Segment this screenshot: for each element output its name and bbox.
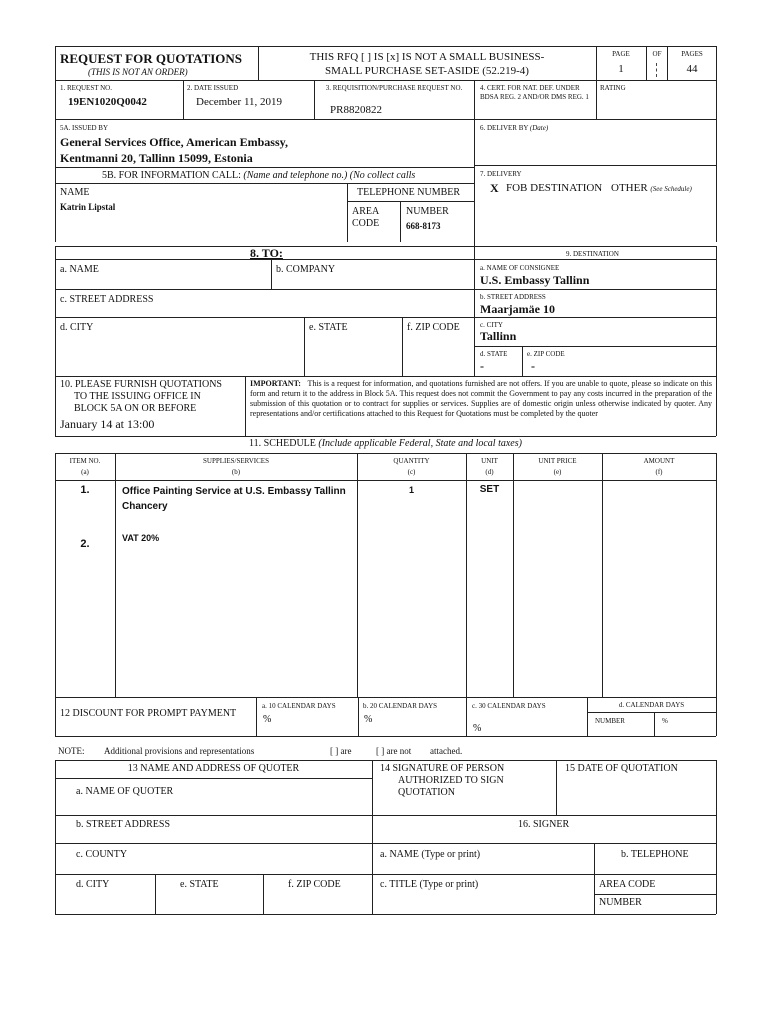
signer-title-label: c. TITLE (Type or print) <box>380 879 479 890</box>
rule <box>466 697 467 736</box>
rule <box>258 46 259 80</box>
row1-qty: 1 <box>408 485 414 495</box>
row1-item: 1. <box>80 484 90 496</box>
rule <box>55 697 716 698</box>
rule <box>716 697 717 736</box>
col-amount-sub: (f) <box>655 468 663 476</box>
discount-c-label: c. 30 CALENDAR DAYS <box>472 702 546 710</box>
rule <box>594 894 716 895</box>
requisition-label: 3. REQUISITION/PURCHASE REQUEST NO. <box>325 84 463 92</box>
rule <box>55 46 56 242</box>
rule <box>55 760 716 761</box>
deliver-by-label-text: 6. DELIVER BY <box>480 124 529 132</box>
area-label-line2: CODE <box>352 218 380 229</box>
furnish-line1: 10. PLEASE FURNISH QUOTATIONS <box>60 379 222 390</box>
col-header-quantity <box>357 456 466 478</box>
date-issued-value: December 11, 2019 <box>196 96 283 108</box>
schedule-title <box>55 438 716 449</box>
rule <box>115 453 116 697</box>
signer-area-code-label: AREA CODE <box>599 879 656 890</box>
dest-street-label: b. STREET ADDRESS <box>480 293 546 301</box>
signature-line2: AUTHORIZED TO SIGN <box>398 775 504 786</box>
furnish-instructions <box>60 379 222 415</box>
dest-street-value: Maarjamäe 10 <box>480 302 555 316</box>
rule <box>55 80 716 81</box>
pages-value: 44 <box>686 63 698 75</box>
consignee-value: U.S. Embassy Tallinn <box>480 273 590 287</box>
issued-by-label: 5A. ISSUED BY <box>60 124 109 132</box>
number-label: NUMBER <box>406 206 449 217</box>
col-supplies-label: SUPPLIES/SERVICES <box>203 457 269 465</box>
delivery-label: 7. DELIVERY <box>480 170 522 178</box>
date-issued-label: 2. DATE ISSUED <box>187 84 239 92</box>
col-quantity-sub: (c) <box>407 468 416 476</box>
schedule-title-text: 11. SCHEDULE <box>249 438 316 449</box>
col-amount-label: AMOUNT <box>643 457 675 465</box>
signature-line1: 14 SIGNATURE OF PERSON <box>380 763 505 774</box>
row1-desc <box>122 484 354 514</box>
rule <box>716 453 717 697</box>
signer-label: 16. SIGNER <box>518 819 570 830</box>
quoter-title: 13 NAME AND ADDRESS OF QUOTER <box>127 763 300 774</box>
discount-a-percent: % <box>263 714 272 725</box>
rule <box>55 815 716 816</box>
info-call-label-suffix: (Name and telephone no.) (No collect calls <box>243 170 416 181</box>
of-dash-mark <box>656 63 657 77</box>
consignee-label: a. NAME OF CONSIGNEE <box>480 264 560 272</box>
rule <box>55 167 474 168</box>
telephone-label: TELEPHONE NUMBER <box>357 187 461 198</box>
note-text: Additional provisions and representations <box>104 746 255 756</box>
name-label: NAME <box>60 187 90 198</box>
rule <box>271 259 272 289</box>
delivery-fob-destination: FOB DESTINATION <box>506 182 603 194</box>
rule <box>654 712 655 736</box>
col-header-item <box>55 456 115 478</box>
rule <box>55 697 56 736</box>
rule <box>314 80 315 119</box>
rule <box>716 760 717 914</box>
rule <box>183 80 184 119</box>
to-state-label: e. STATE <box>309 322 348 333</box>
row2-desc: VAT 20% <box>122 533 160 543</box>
to-zip-label: f. ZIP CODE <box>407 322 460 333</box>
row1-desc-line1: Office Painting Service at U.S. Embassy Tallinn <box>122 486 346 497</box>
rule <box>55 760 56 914</box>
rule <box>402 317 403 376</box>
form-subtitle: (THIS IS NOT AN ORDER) <box>88 67 188 77</box>
page-label: PAGE <box>612 50 630 58</box>
rule <box>474 346 716 347</box>
rule <box>55 376 56 436</box>
request-no-value: 19EN1020Q0042 <box>68 96 147 108</box>
rule <box>556 760 557 815</box>
quoter-city-label: d. CITY <box>76 879 110 890</box>
rule <box>55 843 716 844</box>
col-unit-sub: (d) <box>485 468 494 476</box>
signature-label <box>380 763 504 799</box>
col-supplies-sub: (b) <box>231 468 241 476</box>
rule <box>55 119 716 120</box>
rule <box>55 246 716 247</box>
issued-by-line2: Kentmanni 20, Tallinn 15099, Estonia <box>60 151 253 165</box>
to-title: 8. TO: <box>250 246 283 260</box>
col-header-supplies <box>115 456 357 478</box>
discount-b-label: b. 20 CALENDAR DAYS <box>363 702 438 710</box>
col-header-amount <box>602 456 716 478</box>
of-label: OF <box>652 50 662 58</box>
to-street-label: c. STREET ADDRESS <box>60 294 154 305</box>
important-text: This is a request for information, and quotations furnished are not offers. If you are unable to quote, please so indicate on this form and return it to the address in Block 5A. This request does not commit the Government to pay any costs incurred in the preparation of the submission of this quotation or to contract for supplies or services. Supplies are of domestic origin unless otherwise indicated by quoter. Any representations and/or certifications attached to this Request for Quotations must be completed by the quoter <box>250 379 712 418</box>
rule <box>587 712 716 713</box>
issued-by-line1: General Services Office, American Embassy, <box>60 135 288 149</box>
rule <box>55 453 716 454</box>
rule <box>602 453 603 697</box>
rule <box>55 736 716 737</box>
important-label: IMPORTANT: <box>250 379 301 388</box>
contact-name: Katrin Lipstal <box>60 202 116 212</box>
rule <box>55 46 716 47</box>
rule <box>55 259 716 260</box>
to-name-label: a. NAME <box>60 264 99 275</box>
rule <box>256 697 257 736</box>
area-label-line1: AREA <box>352 206 380 217</box>
rule <box>474 165 716 166</box>
rating-label: RATING <box>600 84 626 92</box>
note-label: NOTE: <box>58 746 85 756</box>
deliver-by-label-suffix: (Date) <box>529 124 549 132</box>
dest-city-value: Tallinn <box>480 329 517 343</box>
rule <box>400 201 401 242</box>
rule <box>263 874 264 914</box>
delivery-other-text: OTHER <box>611 182 648 194</box>
important-notice <box>250 379 712 419</box>
quotation-date-label: 15 DATE OF QUOTATION <box>565 763 678 774</box>
cert-label: 4. CERT. FOR NAT. DEF. UNDER BDSA REG. 2 AND/OR DMS REG. 1 <box>480 84 589 101</box>
col-header-unit <box>466 456 513 478</box>
col-item-sub: (a) <box>81 468 89 476</box>
quoter-name-label: a. NAME OF QUOTER <box>76 786 174 797</box>
request-no-label: 1. REQUEST NO. <box>60 84 112 92</box>
rule <box>594 843 595 914</box>
dest-zip-value: - <box>531 359 535 373</box>
form-title: REQUEST FOR QUOTATIONS <box>60 51 243 66</box>
rule <box>513 453 514 697</box>
dest-city-label: c. CITY <box>480 321 503 329</box>
col-header-unit-price <box>513 456 602 478</box>
signer-telephone-label: b. TELEPHONE <box>621 849 689 860</box>
signature-line3: QUOTATION <box>398 787 455 798</box>
discount-c-percent: % <box>473 723 482 734</box>
info-call-label <box>102 170 415 181</box>
phone-number: 668-8173 <box>406 221 441 231</box>
deliver-by-label <box>480 124 548 132</box>
row2-item: 2. <box>80 538 90 550</box>
rule <box>155 874 156 914</box>
furnish-line3: BLOCK 5A ON OR BEFORE <box>74 403 197 414</box>
info-call-label-text: 5B. FOR INFORMATION CALL: <box>102 170 241 181</box>
delivery-other-suffix: (See Schedule) <box>650 185 692 193</box>
discount-a-label: a. 10 CALENDAR DAYS <box>262 702 336 710</box>
rule <box>55 376 716 377</box>
rule <box>55 778 372 779</box>
quoter-zip-label: f. ZIP CODE <box>288 879 341 890</box>
quoter-state-label: e. STATE <box>180 879 219 890</box>
discount-d-label: d. CALENDAR DAYS <box>618 701 685 709</box>
note-are-not: [ ] are not <box>376 746 412 756</box>
row1-unit: SET <box>479 484 500 495</box>
rule <box>358 697 359 736</box>
col-item-label: ITEM NO. <box>69 457 101 465</box>
rule <box>474 246 475 376</box>
furnish-date: January 14 at 13:00 <box>60 417 155 431</box>
rule <box>716 376 717 436</box>
rule <box>304 317 305 376</box>
rule <box>245 376 246 436</box>
rule <box>55 317 716 318</box>
discount-d-number-label: NUMBER <box>595 717 625 725</box>
rule <box>55 289 716 290</box>
rule <box>474 80 475 246</box>
signer-number-label: NUMBER <box>599 897 642 908</box>
note-attached: attached. <box>430 746 463 756</box>
col-quantity-label: QUANTITY <box>393 457 430 465</box>
area-label <box>352 206 379 230</box>
delivery-fob-mark: X <box>490 181 499 195</box>
discount-d-percent: % <box>662 717 668 725</box>
dest-state-label: d. STATE <box>480 350 508 358</box>
rule <box>347 183 348 242</box>
discount-label: 12 DISCOUNT FOR PROMPT PAYMENT <box>60 708 237 719</box>
to-city-label: d. CITY <box>60 322 94 333</box>
to-company-label: b. COMPANY <box>276 264 336 275</box>
quoter-street-label: b. STREET ADDRESS <box>76 819 170 830</box>
rule <box>55 914 716 915</box>
quoter-county-label: c. COUNTY <box>76 849 128 860</box>
furnish-line2: TO THE ISSUING OFFICE IN <box>74 391 201 402</box>
delivery-other <box>611 182 692 194</box>
rule <box>716 46 717 242</box>
rule <box>522 346 523 376</box>
row1-desc-line2: Chancery <box>122 501 168 512</box>
pages-label: PAGES <box>681 50 703 58</box>
discount-b-percent: % <box>364 714 373 725</box>
rule <box>347 201 474 202</box>
rule <box>372 760 373 914</box>
destination-title: 9. DESTINATION <box>566 250 619 258</box>
note-are: [ ] are <box>330 746 352 756</box>
col-unit-price-sub: (e) <box>553 468 562 476</box>
page-value: 1 <box>618 63 624 75</box>
rfq-setaside-line2: SMALL PURCHASE SET-ASIDE (52.219-4) <box>325 65 529 77</box>
col-unit-label: UNIT <box>481 457 498 465</box>
requisition-value: PR8820822 <box>330 104 382 116</box>
schedule-title-suffix: (Include applicable Federal, State and local taxes) <box>318 438 522 449</box>
col-unit-price-label: UNIT PRICE <box>538 457 577 465</box>
signer-name-label: a. NAME (Type or print) <box>380 849 481 860</box>
rule <box>55 480 716 481</box>
dest-zip-label: e. ZIP CODE <box>527 350 565 358</box>
dest-state-value: - <box>480 359 484 373</box>
rfq-setaside-line1: THIS RFQ [ ] IS [x] IS NOT A SMALL BUSINESS- <box>309 51 545 63</box>
rule <box>55 183 474 184</box>
rule <box>55 436 716 437</box>
rule <box>55 246 56 376</box>
rule <box>716 246 717 376</box>
